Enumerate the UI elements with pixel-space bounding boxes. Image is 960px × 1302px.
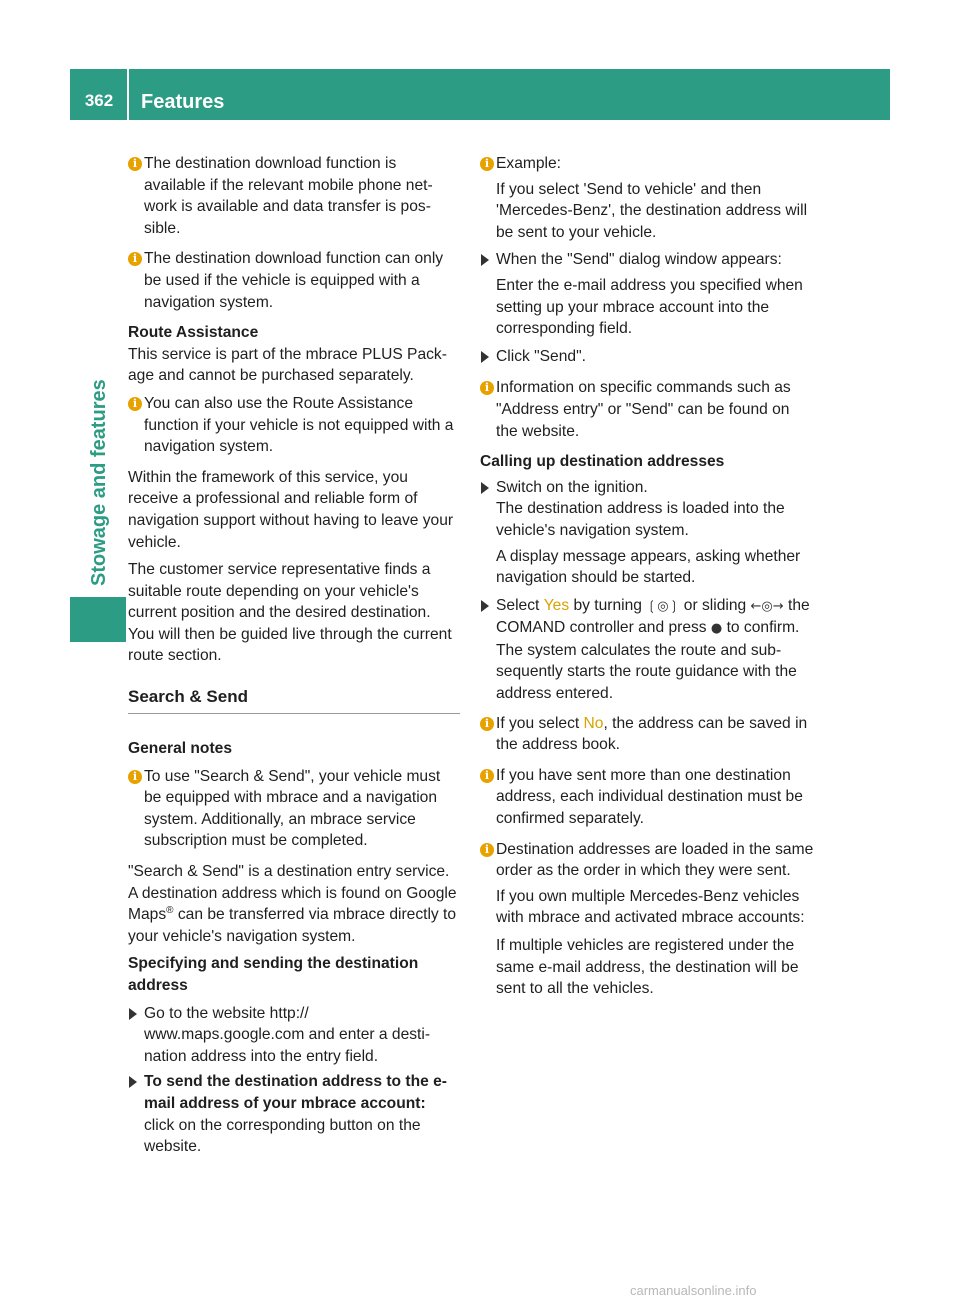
header-divider (127, 69, 129, 120)
paragraph: This service is part of the mbrace PLUS Package and cannot be purchased separately. (128, 345, 447, 385)
text-span: or sliding (679, 596, 751, 614)
info-text: If you have sent more than one destination address, each individual destination must be confirmed separately. (496, 766, 803, 828)
paragraph: If multiple vehicles are registered under the same e-mail address, the destination will be sent to all the vehicles. (496, 937, 799, 998)
step-text (496, 595, 814, 705)
route-assistance-heading: Route Assistance (128, 324, 259, 342)
text-span: can be transferred via mbrace directly to your vehicle's navigation system. (128, 906, 457, 945)
paragraph: The customer service representative finds a suitable route depending on your vehicle's current position and the desired destination. You will then be guided live through the current route section. (128, 561, 452, 665)
info-text: Destination addresses are loaded in the same order as the order in which they were sent. (496, 840, 814, 880)
calling-up-heading: Calling up destination addresses (480, 453, 725, 471)
info-icon: i (480, 769, 494, 783)
step-arrow-icon (481, 482, 489, 494)
side-tab-marker (70, 597, 126, 642)
text-span: Select (496, 596, 544, 614)
info-icon: i (480, 717, 494, 731)
step-arrow-icon (129, 1008, 137, 1020)
info-note (480, 765, 814, 830)
no-softkey-label: No (583, 714, 604, 732)
step-item (128, 1071, 460, 1157)
info-note (128, 766, 460, 852)
info-icon: i (480, 381, 494, 395)
specifying-heading: Specifying and sending the destination address (128, 955, 419, 994)
step-arrow-icon (481, 351, 489, 363)
step-item (480, 595, 814, 705)
paragraph: Enter the e-mail address you specified when setting up your mbrace account into the corresponding field. (496, 276, 803, 338)
step-item (128, 1003, 460, 1068)
info-icon: i (128, 252, 142, 266)
turn-controller-icon: ❲◎❳ (646, 598, 680, 614)
info-text: To use "Search & Send", your vehicle must be equipped with mbrace and a navigation system. Additionally, an mbrace service subscription must be completed. (144, 767, 441, 850)
page-title: Features (141, 91, 225, 113)
registered-mark: ® (166, 905, 174, 917)
text-span: click on the corresponding button on the website. (144, 1116, 421, 1156)
info-icon: i (480, 843, 494, 857)
page-number: 362 (84, 91, 114, 110)
paragraph: Within the framework of this service, you receive a professional and reliable form of navigation support without having to leave your vehicle. (128, 468, 454, 551)
slide-controller-icon: ←◎→ (750, 598, 784, 614)
info-text: Information on specific commands such as "Address entry" or "Send" can be found on the website. (496, 379, 791, 440)
text-span: , the address can be saved in the address book. (496, 714, 808, 754)
text-span: The system calculates the route and subsequently starts the route guidance with the address entered. (496, 641, 797, 703)
text-span: The destination address is loaded into the vehicle's navigation system. (496, 500, 785, 539)
info-icon: i (128, 157, 142, 171)
text-span: to confirm. (722, 619, 800, 637)
paragraph: If you own multiple Mercedes-Benz vehicles with mbrace and activated mbrace accounts: (496, 887, 805, 927)
section-title-search-send: Search & Send (128, 685, 460, 714)
paragraph: If you select 'Send to vehicle' and then 'Mercedes-Benz', the destination address will be sent to your vehicle. (496, 180, 808, 241)
step-bold-text: To send the destination address to the e-mail address of your mbrace account: (144, 1073, 447, 1112)
paragraph (128, 861, 460, 947)
side-section-label: Stowage and features (88, 379, 110, 586)
text-span: the COMAND controller and press (496, 596, 810, 637)
step-arrow-icon (481, 254, 489, 266)
info-text: The destination download function is available if the relevant mobile phone network is available and data transfer is possible. (144, 155, 433, 237)
info-text: You can also use the Route Assistance function if your vehicle is not equipped with a navigation system. (144, 394, 454, 456)
text-span: Switch on the ignition. (496, 478, 648, 496)
press-controller-icon: ● (710, 621, 723, 637)
text-span: If you select (496, 714, 584, 732)
text-span: by turning (569, 596, 647, 614)
step-text (144, 1071, 460, 1157)
step-text: Go to the website http:// www.maps.google.com and enter a destination address into the entry field. (144, 1004, 431, 1065)
info-note (480, 713, 814, 756)
text-span: "Search & Send" is a destination entry service. A destination address which is found on Google Maps (128, 863, 457, 924)
info-note (480, 377, 814, 442)
info-text: Example: (496, 155, 562, 172)
step-arrow-icon (129, 1076, 137, 1088)
step-item (480, 249, 814, 271)
paragraph: A display message appears, asking whether navigation should be started. (496, 547, 801, 587)
step-text: When the "Send" dialog window appears: (496, 251, 782, 269)
info-note (128, 248, 460, 313)
info-text (496, 713, 814, 756)
step-arrow-icon (481, 600, 489, 612)
info-note (480, 153, 814, 175)
left-column (128, 153, 460, 1162)
info-note (480, 839, 814, 882)
step-item (480, 477, 814, 542)
info-icon: i (480, 157, 494, 171)
step-item (480, 346, 814, 368)
info-icon: i (128, 770, 142, 784)
yes-softkey-label: Yes (543, 596, 570, 614)
step-text: Click "Send". (496, 347, 586, 365)
general-notes-heading: General notes (128, 740, 232, 758)
info-note (128, 393, 460, 458)
right-column (480, 153, 814, 1006)
info-note (128, 153, 460, 239)
info-icon: i (128, 397, 142, 411)
info-text: The destination download function can only be used if the vehicle is equipped with a navigation system. (144, 250, 444, 311)
watermark: carmanualsonline.info (630, 1283, 757, 1298)
step-text (496, 477, 814, 542)
